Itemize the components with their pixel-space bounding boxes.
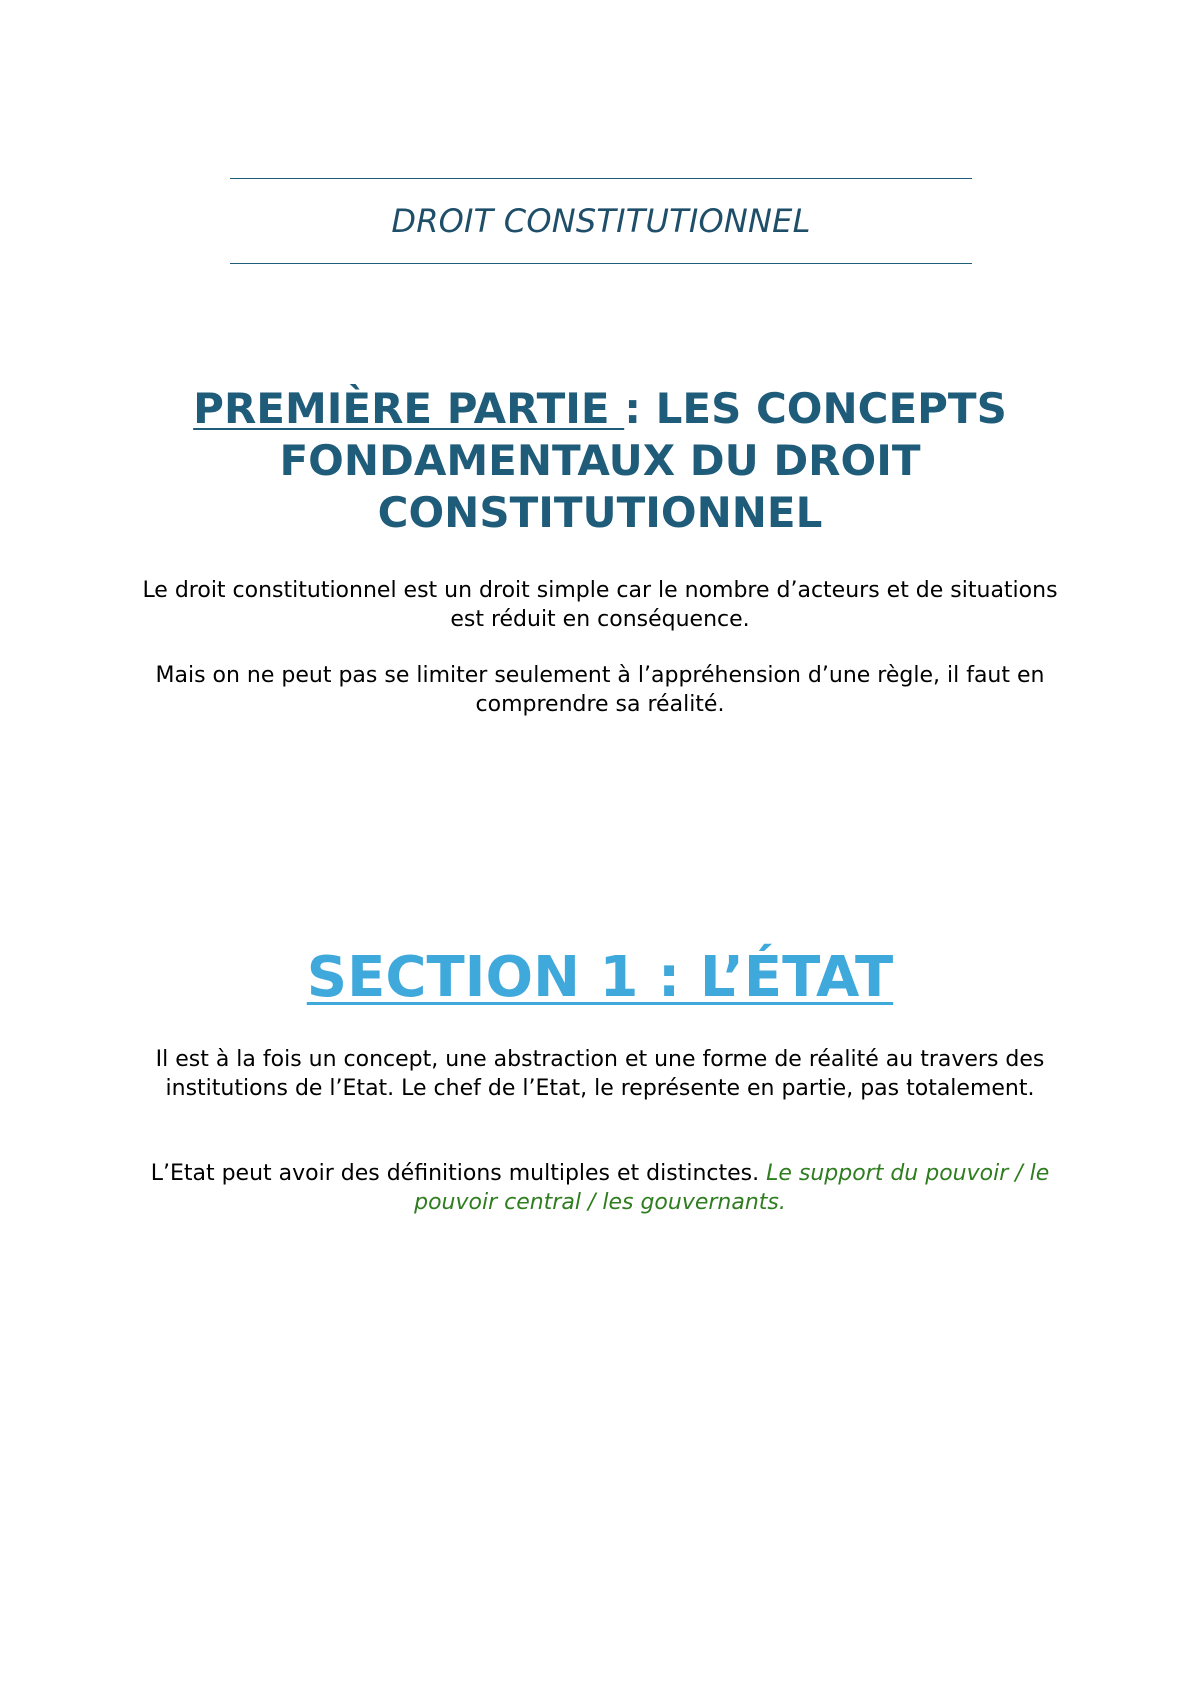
section-paragraph-1: Il est à la fois un concept, une abstraction et une forme de réalité au travers des institutions de l’Etat. Le chef de l’Etat, le représente en partie, pas totalement.	[155, 1047, 1045, 1101]
section-paragraph-2-text: L’Etat peut avoir des définitions multiples et distinctes.	[150, 1161, 767, 1186]
section-heading: SECTION 1 : L’ÉTAT	[306, 945, 894, 1010]
definition-highlight: Le support du pouvoir / le pouvoir central / les gouvernants.	[414, 1161, 1050, 1215]
intro-paragraph-2: Mais on ne peut pas se limiter seulement à l’appréhension d’une règle, il faut en comprendre sa réalité.	[155, 663, 1045, 717]
intro-paragraph-1: Le droit constitutionnel est un droit simple car le nombre d’acteurs et de situations est réduit en conséquence.	[142, 578, 1058, 632]
part-heading	[120, 383, 1080, 539]
part-heading-rest: : LES CONCEPTS FONDAMENTAUX DU DROIT CONSTITUTIONNEL	[279, 384, 1007, 537]
section-paragraph-2	[140, 1160, 1060, 1217]
document-title-box	[230, 178, 972, 264]
document-title: DROIT CONSTITUTIONNEL	[391, 202, 811, 240]
part-heading-underlined: PREMIÈRE PARTIE	[193, 384, 625, 433]
